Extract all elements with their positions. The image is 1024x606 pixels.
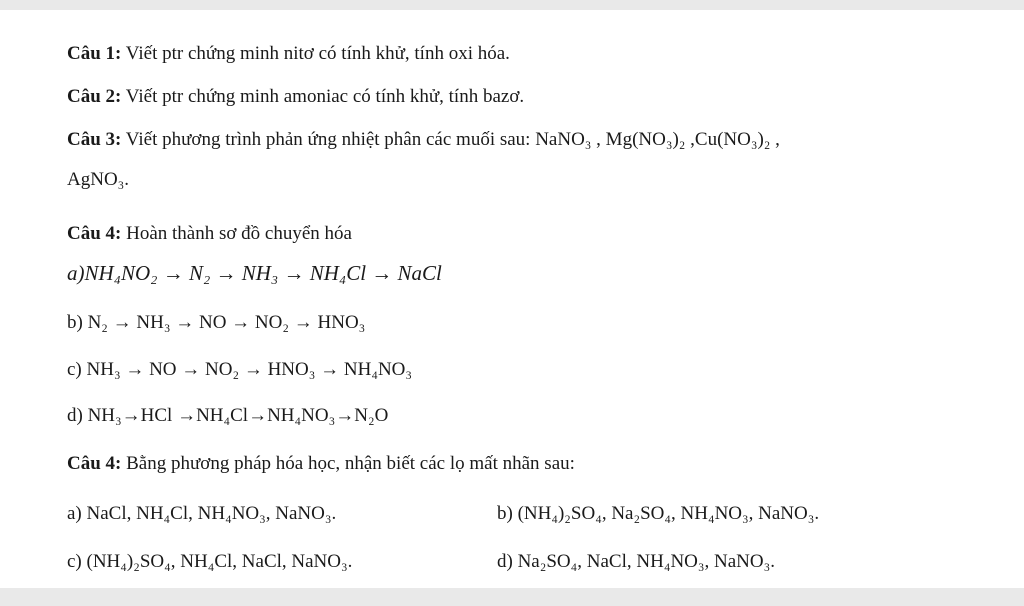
- question-text: Viết phương trình phản ứng nhiệt phân các muối sau: NaNO₃ , Mg(NO₃)₂ ,Cu(NO₃)₂ ,: [121, 129, 780, 150]
- identify-c: c) (NH₄)₂SO₄, NH₄Cl, NaCl, NaNO₃.: [67, 551, 353, 572]
- question-1: [67, 42, 510, 66]
- scheme-a: a)NH₄NO₂ → N₂ → NH₃ → NH₄Cl → NaCl: [67, 261, 442, 285]
- question-label: Câu 2:: [67, 86, 122, 107]
- question-5: [67, 452, 575, 476]
- identify-d: d) Na₂SO₄, NaCl, NH₄NO₃, NaNO₃.: [497, 551, 775, 572]
- question-2: [67, 85, 524, 109]
- worksheet-page: [0, 10, 1024, 588]
- question-label: Câu 3:: [67, 129, 122, 150]
- scheme-b: b) N₂ → NH₃ → NO → NO₂ → HNO₃: [67, 312, 366, 333]
- question-text: Hoàn thành sơ đồ chuyển hóa: [121, 223, 352, 244]
- question-text: AgNO₃.: [67, 169, 130, 190]
- question-text: Bằng phương pháp hóa học, nhận biết các lọ mất nhãn sau:: [121, 453, 575, 474]
- scheme-c: c) NH₃ → NO → NO₂ → HNO₃ → NH₄NO₃: [67, 359, 413, 380]
- question-text: Viết ptr chứng minh nitơ có tính khử, tính oxi hóa.: [121, 43, 510, 64]
- question-3: [67, 128, 780, 152]
- question-4: [67, 222, 352, 246]
- question-label: Câu 4:: [67, 453, 122, 474]
- question-label: Câu 1:: [67, 43, 122, 64]
- scheme-d: d) NH₃→HCl →NH₄Cl→NH₄NO₃→N₂O: [67, 405, 389, 426]
- question-label: Câu 4:: [67, 223, 122, 244]
- question-3-continued: [67, 168, 129, 192]
- identify-b: b) (NH₄)₂SO₄, Na₂SO₄, NH₄NO₃, NaNO₃.: [497, 503, 820, 524]
- identify-a: a) NaCl, NH₄Cl, NH₄NO₃, NaNO₃.: [67, 503, 337, 524]
- question-text: Viết ptr chứng minh amoniac có tính khử, tính bazơ.: [121, 86, 525, 107]
